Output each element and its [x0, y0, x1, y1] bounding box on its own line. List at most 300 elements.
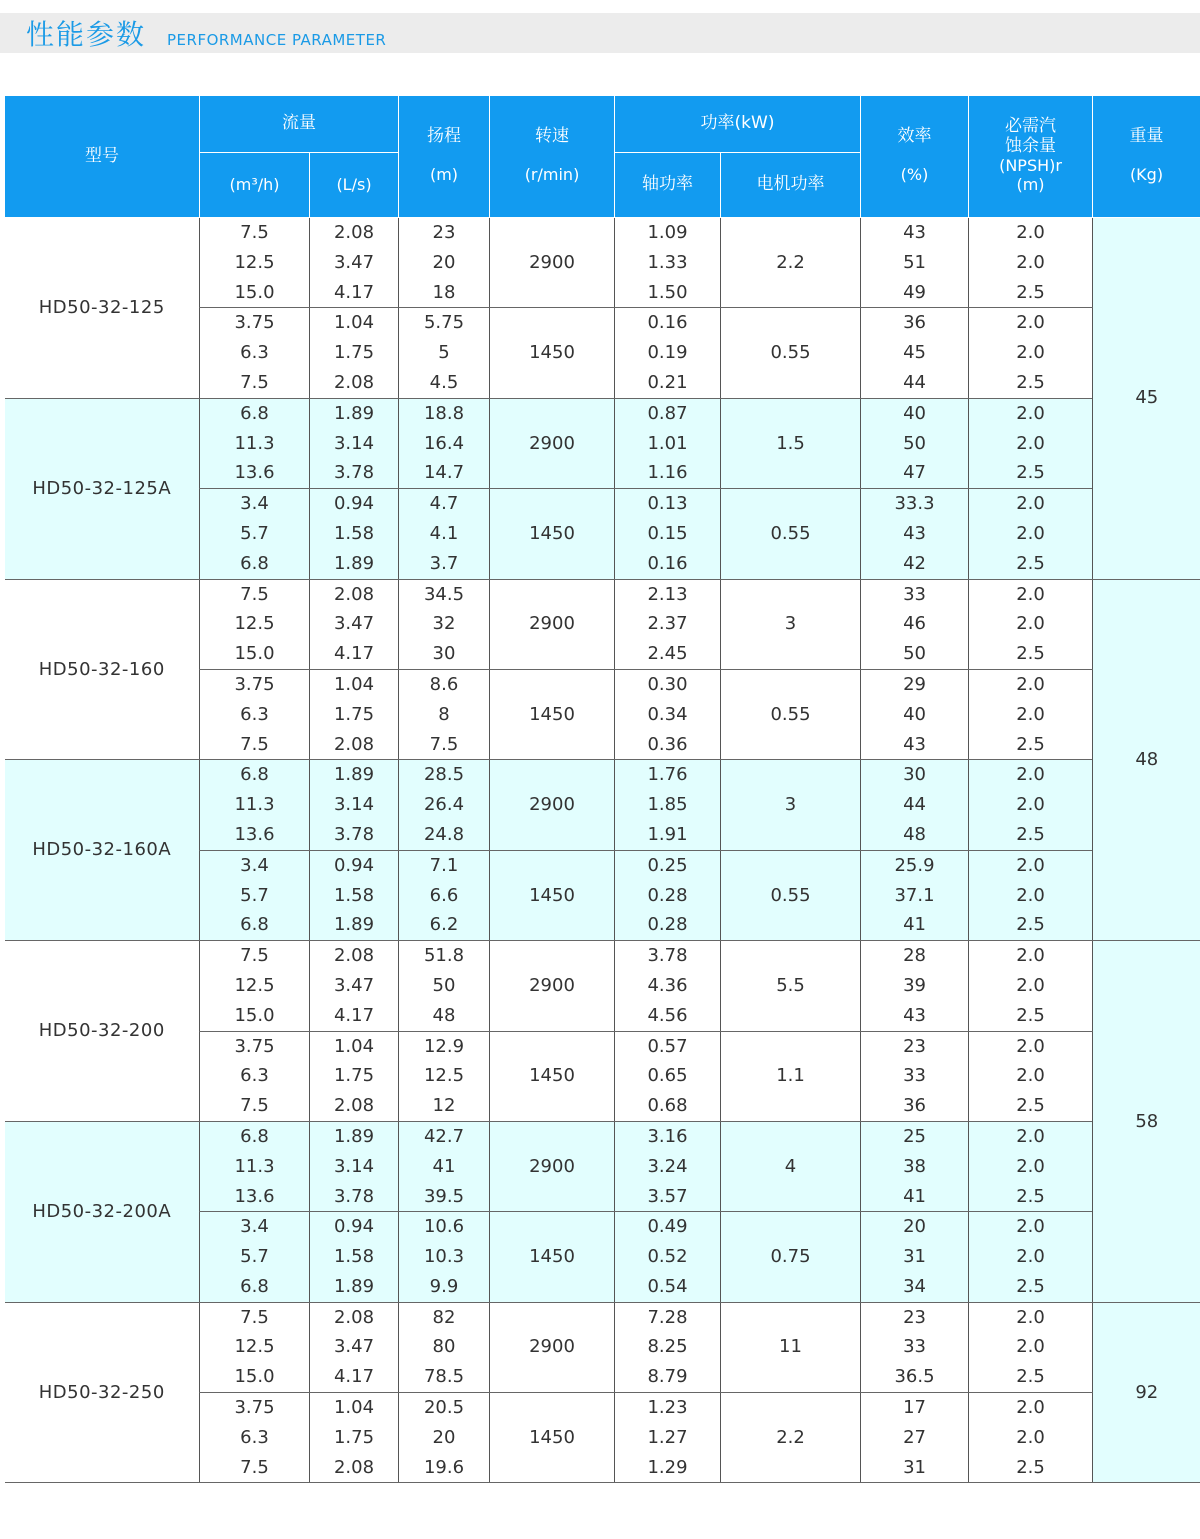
- flow-m3h-cell-value: 7.5: [240, 1095, 269, 1117]
- flow-ls-cell-value: 1.75: [333, 1426, 375, 1448]
- flow-m3h-cell: [200, 1031, 310, 1121]
- flow-m3h-cell-value: 7.5: [240, 1306, 269, 1328]
- npsh-cell-value: 2.0: [1016, 1125, 1045, 1147]
- shaft-power-cell-value: 0.34: [647, 703, 688, 725]
- npsh-cell: [969, 1393, 1093, 1483]
- flow-m3h-cell-value: 6.8: [240, 402, 269, 424]
- model-cell: HD50-32-200: [5, 941, 200, 1122]
- flow-m3h-cell-value: 13.6: [234, 1185, 275, 1207]
- motor-power-cell: 0.55: [721, 308, 861, 398]
- flow-ls-cell-value: 1.89: [333, 764, 375, 786]
- head-cell-value: 4.5: [429, 371, 459, 393]
- speed-cell: 2900: [490, 218, 615, 308]
- speed-cell: 2900: [490, 941, 615, 1031]
- header-shaft-power: 轴功率: [615, 153, 721, 218]
- page-title: 性能参数: [26, 18, 147, 51]
- flow-m3h-cell-value: 6.3: [240, 1065, 269, 1087]
- shaft-power-cell-value: 2.13: [647, 583, 688, 605]
- efficiency-cell-value: 20: [903, 1216, 926, 1238]
- flow-m3h-cell-value: 6.3: [240, 1426, 269, 1448]
- flow-m3h-cell-value: 13.6: [234, 823, 275, 845]
- shaft-power-cell-value: 1.50: [647, 281, 688, 303]
- motor-power-cell: 2.2: [721, 1393, 861, 1483]
- flow-ls-cell-value: 4.17: [333, 281, 375, 303]
- flow-m3h-cell-value: 3.4: [240, 493, 269, 515]
- efficiency-cell-value: 45: [903, 342, 926, 364]
- flow-m3h-cell-value: 6.8: [240, 1125, 269, 1147]
- head-cell: [399, 218, 490, 308]
- flow-m3h-cell-value: 5.7: [240, 1246, 269, 1268]
- speed-cell: 1450: [490, 1031, 615, 1121]
- flow-ls-cell-value: 2.08: [333, 1306, 375, 1328]
- npsh-cell-value: 2.0: [1016, 493, 1045, 515]
- shaft-power-cell: [615, 398, 721, 488]
- npsh-cell-value: 2.5: [1016, 1275, 1045, 1297]
- head-cell: [399, 398, 490, 488]
- shaft-power-cell-value: 1.85: [647, 794, 688, 816]
- flow-ls-cell-value: 2.08: [333, 1095, 375, 1117]
- flow-ls-cell-value: 1.04: [333, 1035, 375, 1057]
- efficiency-cell-value: 41: [903, 914, 926, 936]
- npsh-cell-value: 2.0: [1016, 1397, 1045, 1419]
- flow-m3h-cell-value: 7.5: [240, 1456, 269, 1478]
- flow-ls-cell-value: 1.89: [333, 1125, 375, 1147]
- shaft-power-cell: [615, 489, 721, 579]
- efficiency-cell: [861, 669, 969, 759]
- head-cell-value: 82: [432, 1306, 456, 1328]
- head-cell-value: 12.5: [423, 1065, 465, 1087]
- efficiency-cell-value: 43: [903, 222, 926, 243]
- shaft-power-cell: [615, 669, 721, 759]
- npsh-cell-value: 2.5: [1016, 1185, 1045, 1207]
- shaft-power-cell: [615, 1302, 721, 1392]
- shaft-power-cell-value: 3.78: [647, 945, 688, 967]
- performance-table: [4, 95, 1200, 1483]
- head-cell-value: 41: [432, 1155, 456, 1177]
- flow-ls-cell: [310, 1121, 399, 1211]
- flow-m3h-cell-value: 13.6: [234, 462, 275, 484]
- shaft-power-cell-value: 0.52: [647, 1246, 688, 1268]
- model-cell: HD50-32-160: [5, 579, 200, 760]
- head-cell-value: 26.4: [423, 794, 465, 816]
- npsh-cell: [969, 941, 1093, 1031]
- shaft-power-cell-value: 3.16: [647, 1125, 688, 1147]
- shaft-power-cell-value: 0.68: [647, 1095, 688, 1117]
- efficiency-cell-value: 37.1: [894, 884, 935, 906]
- head-cell-value: 30: [432, 643, 456, 665]
- shaft-power-cell-value: 2.45: [647, 643, 688, 665]
- table-row: [5, 398, 1200, 488]
- flow-m3h-cell-value: 3.4: [240, 1216, 269, 1238]
- flow-m3h-cell-value: 12.5: [234, 251, 275, 273]
- flow-m3h-cell-value: 6.8: [240, 764, 269, 786]
- shaft-power-cell-value: 1.91: [647, 823, 688, 845]
- head-cell: [399, 1121, 490, 1211]
- npsh-cell-value: 2.5: [1016, 733, 1045, 755]
- npsh-cell: [969, 218, 1093, 308]
- efficiency-cell-value: 31: [903, 1246, 926, 1268]
- table-row: [5, 1302, 1200, 1392]
- shaft-power-cell-value: 0.28: [647, 914, 688, 936]
- flow-ls-cell-value: 2.08: [333, 222, 375, 243]
- efficiency-cell-value: 51: [903, 251, 926, 273]
- efficiency-cell-value: 43: [903, 522, 926, 544]
- flow-ls-cell-value: 1.89: [333, 402, 375, 424]
- efficiency-cell-value: 50: [903, 643, 926, 665]
- shaft-power-cell: [615, 941, 721, 1031]
- flow-m3h-cell: [200, 398, 310, 488]
- efficiency-cell-value: 33: [903, 1065, 926, 1087]
- efficiency-cell-value: 36: [903, 1095, 926, 1117]
- head-cell-value: 20.5: [423, 1397, 465, 1419]
- shaft-power-cell-value: 1.33: [647, 251, 688, 273]
- flow-ls-cell-value: 0.94: [333, 854, 375, 876]
- flow-m3h-cell: [200, 579, 310, 669]
- shaft-power-cell: [615, 308, 721, 398]
- head-cell-value: 34.5: [423, 583, 465, 605]
- flow-m3h-cell-value: 12.5: [234, 974, 275, 996]
- shaft-power-cell-value: 0.30: [647, 673, 688, 695]
- header-motor-power: 电机功率: [721, 153, 861, 218]
- npsh-cell-value: 2.0: [1016, 222, 1045, 243]
- head-cell-value: 20: [432, 1426, 456, 1448]
- flow-ls-cell-value: 2.08: [333, 1456, 375, 1478]
- efficiency-cell-value: 28: [903, 945, 926, 967]
- flow-ls-cell-value: 3.78: [333, 1185, 375, 1207]
- efficiency-cell-value: 49: [903, 281, 926, 303]
- flow-ls-cell-value: 3.78: [333, 823, 375, 845]
- head-cell: [399, 669, 490, 759]
- shaft-power-cell: [615, 1121, 721, 1211]
- npsh-cell-value: 2.0: [1016, 1336, 1045, 1358]
- flow-m3h-cell-value: 12.5: [234, 1336, 275, 1358]
- efficiency-cell: [861, 218, 969, 308]
- head-cell-value: 10.3: [423, 1246, 465, 1268]
- motor-power-cell: 11: [721, 1302, 861, 1392]
- flow-m3h-cell-value: 6.8: [240, 552, 269, 574]
- npsh-cell: [969, 579, 1093, 669]
- efficiency-cell-value: 33.3: [894, 493, 935, 515]
- flow-m3h-cell-value: 5.7: [240, 884, 269, 906]
- flow-m3h-cell-value: 3.75: [234, 1035, 275, 1057]
- header-weight: 重量 (Kg): [1093, 96, 1200, 218]
- npsh-cell-value: 2.0: [1016, 945, 1045, 967]
- head-cell-value: 18: [432, 281, 456, 303]
- efficiency-cell: [861, 1121, 969, 1211]
- head-cell-value: 78.5: [423, 1366, 465, 1388]
- head-cell-value: 20: [432, 251, 456, 273]
- flow-ls-cell-value: 3.47: [333, 974, 375, 996]
- efficiency-cell-value: 42: [903, 552, 926, 574]
- weight-cell: 92: [1093, 1302, 1200, 1483]
- speed-cell: 2900: [490, 1121, 615, 1211]
- efficiency-cell-value: 47: [903, 462, 926, 484]
- table-row: [5, 579, 1200, 669]
- motor-power-cell: 1.1: [721, 1031, 861, 1121]
- head-cell-value: 7.1: [429, 854, 459, 876]
- npsh-cell: [969, 1031, 1093, 1121]
- flow-ls-cell-value: 2.08: [333, 733, 375, 755]
- header-flow-m3h: (m³/h): [200, 153, 310, 218]
- head-cell-value: 42.7: [423, 1125, 465, 1147]
- shaft-power-cell-value: 2.37: [647, 613, 688, 635]
- flow-m3h-cell-value: 6.8: [240, 914, 269, 936]
- flow-ls-cell-value: 1.89: [333, 1275, 375, 1297]
- motor-power-cell: 0.55: [721, 669, 861, 759]
- efficiency-cell: [861, 489, 969, 579]
- flow-m3h-cell-value: 6.3: [240, 703, 269, 725]
- efficiency-cell-value: 34: [903, 1275, 926, 1297]
- model-cell: HD50-32-250: [5, 1302, 200, 1483]
- shaft-power-cell-value: 0.19: [647, 342, 688, 364]
- flow-ls-cell-value: 1.04: [333, 312, 375, 334]
- efficiency-cell-value: 36: [903, 312, 926, 334]
- head-cell-value: 32: [432, 613, 456, 635]
- efficiency-cell-value: 31: [903, 1456, 926, 1478]
- flow-m3h-cell-value: 7.5: [240, 733, 269, 755]
- speed-cell: 2900: [490, 760, 615, 850]
- weight-cell: 48: [1093, 579, 1200, 941]
- npsh-cell: [969, 850, 1093, 940]
- efficiency-cell-value: 46: [903, 613, 926, 635]
- npsh-cell-value: 2.0: [1016, 974, 1045, 996]
- flow-ls-cell: [310, 669, 399, 759]
- npsh-cell: [969, 1121, 1093, 1211]
- efficiency-cell-value: 33: [903, 1336, 926, 1358]
- flow-m3h-cell-value: 5.7: [240, 522, 269, 544]
- npsh-cell-value: 2.0: [1016, 673, 1045, 695]
- npsh-cell-value: 2.5: [1016, 823, 1045, 845]
- speed-cell: 2900: [490, 579, 615, 669]
- flow-m3h-cell-value: 3.75: [234, 1397, 275, 1419]
- efficiency-cell-value: 50: [903, 432, 926, 454]
- flow-ls-cell-value: 3.47: [333, 251, 375, 273]
- shaft-power-cell-value: 0.25: [647, 854, 688, 876]
- shaft-power-cell-value: 0.16: [647, 552, 688, 574]
- flow-ls-cell-value: 1.58: [333, 522, 375, 544]
- head-cell-value: 12: [432, 1095, 456, 1117]
- flow-m3h-cell-value: 3.4: [240, 854, 269, 876]
- speed-cell: 1450: [490, 308, 615, 398]
- efficiency-cell-value: 27: [903, 1426, 926, 1448]
- npsh-cell: [969, 1212, 1093, 1302]
- npsh-cell-value: 2.0: [1016, 703, 1045, 725]
- head-cell: [399, 941, 490, 1031]
- flow-ls-cell: [310, 1031, 399, 1121]
- head-cell: [399, 1302, 490, 1392]
- flow-ls-cell-value: 3.47: [333, 613, 375, 635]
- model-cell: HD50-32-160A: [5, 760, 200, 941]
- flow-m3h-cell: [200, 218, 310, 308]
- flow-m3h-cell-value: 11.3: [234, 432, 275, 454]
- efficiency-cell-value: 23: [903, 1035, 926, 1057]
- head-cell: [399, 579, 490, 669]
- flow-ls-cell-value: 4.17: [333, 1366, 375, 1388]
- head-cell-value: 9.9: [429, 1275, 459, 1297]
- efficiency-cell: [861, 850, 969, 940]
- speed-cell: 1450: [490, 489, 615, 579]
- shaft-power-cell-value: 1.09: [647, 222, 688, 243]
- efficiency-cell-value: 39: [903, 974, 926, 996]
- npsh-cell-value: 2.0: [1016, 1216, 1045, 1238]
- page-subtitle: PERFORMANCE PARAMETER: [167, 31, 387, 49]
- flow-m3h-cell: [200, 941, 310, 1031]
- npsh-cell-value: 2.0: [1016, 583, 1045, 605]
- npsh-cell-value: 2.0: [1016, 342, 1045, 364]
- shaft-power-cell-value: 1.16: [647, 462, 688, 484]
- efficiency-cell-value: 30: [903, 764, 926, 786]
- flow-ls-cell-value: 2.08: [333, 945, 375, 967]
- flow-ls-cell-value: 1.75: [333, 1065, 375, 1087]
- efficiency-cell: [861, 308, 969, 398]
- flow-ls-cell: [310, 941, 399, 1031]
- npsh-cell-value: 2.5: [1016, 643, 1045, 665]
- shaft-power-cell: [615, 579, 721, 669]
- flow-ls-cell-value: 1.89: [333, 914, 375, 936]
- npsh-cell: [969, 760, 1093, 850]
- head-cell-value: 4.7: [429, 493, 459, 515]
- table-row: [5, 760, 1200, 850]
- npsh-cell-value: 2.0: [1016, 1426, 1045, 1448]
- shaft-power-cell-value: 0.15: [647, 522, 688, 544]
- npsh-cell-value: 2.0: [1016, 1246, 1045, 1268]
- npsh-cell-value: 2.0: [1016, 312, 1045, 334]
- flow-m3h-cell-value: 7.5: [240, 371, 269, 393]
- npsh-cell-value: 2.0: [1016, 251, 1045, 273]
- flow-m3h-cell: [200, 1393, 310, 1483]
- flow-ls-cell-value: 3.14: [333, 1155, 375, 1177]
- npsh-cell-value: 2.5: [1016, 281, 1045, 303]
- flow-ls-cell: [310, 1302, 399, 1392]
- head-cell-value: 6.6: [429, 884, 459, 906]
- efficiency-cell-value: 25: [903, 1125, 926, 1147]
- flow-m3h-cell: [200, 760, 310, 850]
- npsh-cell-value: 2.0: [1016, 402, 1045, 424]
- efficiency-cell-value: 25.9: [894, 854, 935, 876]
- head-cell-value: 19.6: [423, 1456, 465, 1478]
- flow-m3h-cell-value: 12.5: [234, 613, 275, 635]
- efficiency-cell-value: 44: [903, 371, 926, 393]
- flow-m3h-cell: [200, 489, 310, 579]
- flow-m3h-cell-value: 15.0: [234, 1366, 275, 1388]
- motor-power-cell: 0.75: [721, 1212, 861, 1302]
- motor-power-cell: 3: [721, 760, 861, 850]
- flow-m3h-cell: [200, 850, 310, 940]
- npsh-cell: [969, 398, 1093, 488]
- npsh-cell-value: 2.5: [1016, 1004, 1045, 1026]
- header-flow: 流量: [200, 96, 399, 153]
- speed-cell: 1450: [490, 1212, 615, 1302]
- flow-m3h-cell: [200, 1121, 310, 1211]
- flow-m3h-cell: [200, 1212, 310, 1302]
- head-cell-value: 12.9: [423, 1035, 465, 1057]
- head-cell: [399, 760, 490, 850]
- shaft-power-cell: [615, 218, 721, 308]
- shaft-power-cell-value: 3.24: [647, 1155, 688, 1177]
- head-cell: [399, 1212, 490, 1302]
- shaft-power-cell-value: 7.28: [647, 1306, 688, 1328]
- efficiency-cell: [861, 1212, 969, 1302]
- shaft-power-cell-value: 0.21: [647, 371, 688, 393]
- head-cell-value: 16.4: [423, 432, 465, 454]
- npsh-cell-value: 2.5: [1016, 1095, 1045, 1117]
- speed-cell: 2900: [490, 398, 615, 488]
- head-cell-value: 5: [438, 342, 450, 364]
- head-cell-value: 10.6: [423, 1216, 465, 1238]
- table-body: [5, 218, 1200, 1483]
- efficiency-cell: [861, 760, 969, 850]
- flow-m3h-cell-value: 11.3: [234, 794, 275, 816]
- efficiency-cell-value: 38: [903, 1155, 926, 1177]
- motor-power-cell: 5.5: [721, 941, 861, 1031]
- flow-ls-cell-value: 2.08: [333, 583, 375, 605]
- weight-cell: 45: [1093, 218, 1200, 580]
- motor-power-cell: 1.5: [721, 398, 861, 488]
- npsh-cell-value: 2.0: [1016, 794, 1045, 816]
- head-cell-value: 28.5: [423, 764, 465, 786]
- efficiency-cell-value: 40: [903, 402, 926, 424]
- npsh-cell-value: 2.0: [1016, 854, 1045, 876]
- flow-ls-cell: [310, 850, 399, 940]
- shaft-power-cell-value: 1.29: [647, 1456, 688, 1478]
- head-cell-value: 8.6: [429, 673, 459, 695]
- flow-ls-cell-value: 4.17: [333, 1004, 375, 1026]
- efficiency-cell: [861, 1302, 969, 1392]
- efficiency-cell: [861, 1031, 969, 1121]
- flow-m3h-cell-value: 15.0: [234, 643, 275, 665]
- shaft-power-cell-value: 0.16: [647, 312, 688, 334]
- flow-ls-cell-value: 1.89: [333, 552, 375, 574]
- flow-ls-cell: [310, 308, 399, 398]
- shaft-power-cell-value: 4.56: [647, 1004, 688, 1026]
- shaft-power-cell-value: 0.28: [647, 884, 688, 906]
- flow-m3h-cell: [200, 669, 310, 759]
- npsh-cell-value: 2.5: [1016, 462, 1045, 484]
- head-cell-value: 48: [432, 1004, 456, 1026]
- flow-ls-cell-value: 1.04: [333, 1397, 375, 1419]
- npsh-cell: [969, 308, 1093, 398]
- head-cell-value: 5.75: [423, 312, 465, 334]
- motor-power-cell: 2.2: [721, 218, 861, 308]
- npsh-cell-value: 2.0: [1016, 613, 1045, 635]
- flow-m3h-cell: [200, 1302, 310, 1392]
- shaft-power-cell: [615, 1212, 721, 1302]
- head-cell-value: 80: [432, 1336, 456, 1358]
- head-cell: [399, 1031, 490, 1121]
- flow-ls-cell-value: 3.47: [333, 1336, 375, 1358]
- flow-ls-cell-value: 3.78: [333, 462, 375, 484]
- head-cell-value: 3.7: [429, 552, 459, 574]
- npsh-cell-value: 2.5: [1016, 552, 1045, 574]
- head-cell-value: 23: [432, 222, 456, 243]
- head-cell-value: 14.7: [423, 462, 465, 484]
- flow-ls-cell-value: 3.14: [333, 794, 375, 816]
- shaft-power-cell-value: 0.54: [647, 1275, 688, 1297]
- head-cell-value: 39.5: [423, 1185, 465, 1207]
- table-row: [5, 941, 1200, 1031]
- npsh-cell-value: 2.5: [1016, 1456, 1045, 1478]
- npsh-cell: [969, 669, 1093, 759]
- shaft-power-cell-value: 0.13: [647, 493, 688, 515]
- efficiency-cell-value: 41: [903, 1185, 926, 1207]
- efficiency-cell-value: 43: [903, 1004, 926, 1026]
- flow-ls-cell: [310, 760, 399, 850]
- flow-m3h-cell-value: 6.8: [240, 1275, 269, 1297]
- head-cell-value: 50: [432, 974, 456, 996]
- shaft-power-cell-value: 3.57: [647, 1185, 688, 1207]
- flow-m3h-cell-value: 11.3: [234, 1155, 275, 1177]
- head-cell: [399, 489, 490, 579]
